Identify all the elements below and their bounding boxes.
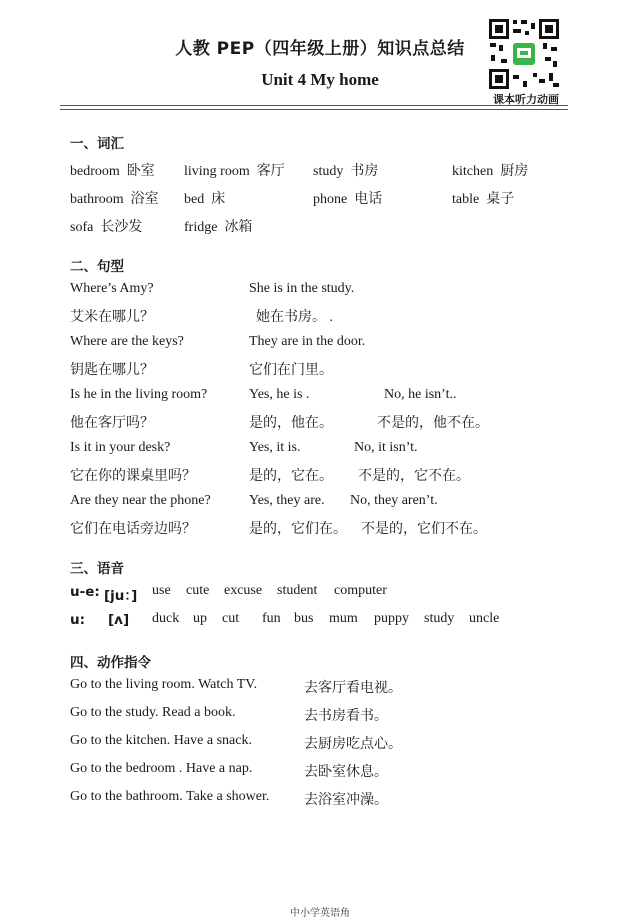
answer-zh-negative: 不是的，它们不在。 xyxy=(361,522,487,537)
vocab-item: bedroom 卧室 xyxy=(70,164,155,179)
phonics-word: mum xyxy=(329,611,358,626)
phonics-word: fun xyxy=(262,611,281,626)
phonics-symbol: [ju：] xyxy=(104,588,138,604)
phonics-label: u-e: xyxy=(70,584,100,600)
divider-line xyxy=(60,105,568,106)
phonics-label: u: xyxy=(70,612,86,628)
answer-en-negative: No, they aren’t. xyxy=(350,493,438,508)
answer-en: Yes, he is . xyxy=(249,387,310,402)
phonics-word: use xyxy=(152,583,171,598)
phonics-word: up xyxy=(193,611,207,626)
action-zh: 去厨房吃点心。 xyxy=(304,737,402,752)
unit-title: Unit 4 My home xyxy=(261,70,379,89)
vocab-item: fridge 冰箱 xyxy=(184,220,253,235)
answer-en-negative: No, it isn’t. xyxy=(354,440,418,455)
section-title-phonics: 三、语音 xyxy=(70,561,124,577)
vocab-item: bathroom 浴室 xyxy=(70,192,159,207)
vocab-item: phone 电话 xyxy=(313,192,383,207)
answer-en: She is in the study. xyxy=(249,281,355,296)
vocab-item: table 桌子 xyxy=(452,192,515,207)
answer-zh: 是的，他在。 xyxy=(249,416,333,431)
answer-zh-negative: 不是的，它不在。 xyxy=(358,469,470,484)
answer-zh: 她在书房。 . xyxy=(256,310,333,325)
phonics-word: cute xyxy=(186,583,210,598)
answer-zh-negative: 不是的，他不在。 xyxy=(377,416,489,431)
answer-zh: 是的，它们在。 xyxy=(249,522,347,537)
phonics-word: puppy xyxy=(374,611,409,626)
question-en: Is he in the living room? xyxy=(70,387,208,402)
phonics-symbol: [ʌ] xyxy=(108,612,130,628)
answer-en: Yes, it is. xyxy=(249,440,301,455)
action-en: Go to the bathroom. Take a shower. xyxy=(70,789,270,804)
footer-watermark: 中小学英语角 xyxy=(290,908,350,919)
qr-code-icon[interactable] xyxy=(487,17,561,91)
action-zh: 去浴室冲澡。 xyxy=(304,793,388,808)
phonics-word: duck xyxy=(152,611,180,626)
vocab-item: living room 客厅 xyxy=(184,164,285,179)
question-zh: 他在客厅吗？ xyxy=(70,416,154,431)
section-title-vocab: 一、词汇 xyxy=(70,136,124,152)
action-en: Go to the living room. Watch TV. xyxy=(70,677,258,692)
action-en: Go to the bedroom . Have a nap. xyxy=(70,761,253,776)
question-en: Are they near the phone? xyxy=(70,493,211,508)
action-zh: 去客厅看电视。 xyxy=(304,681,402,696)
vocab-item: sofa 长沙发 xyxy=(70,220,143,235)
action-en: Go to the study. Read a book. xyxy=(70,705,236,720)
question-zh: 艾米在哪儿？ xyxy=(70,310,154,325)
phonics-word: excuse xyxy=(224,583,263,598)
question-en: Is it in your desk? xyxy=(70,440,171,455)
answer-en-negative: No, he isn’t.. xyxy=(384,387,457,402)
vocab-item: kitchen 厨房 xyxy=(452,164,529,179)
phonics-word: study xyxy=(424,611,455,626)
vocab-item: study 书房 xyxy=(313,164,379,179)
phonics-word: computer xyxy=(334,583,387,598)
qr-caption: 课本听力动画 xyxy=(493,93,559,106)
action-zh: 去书房看书。 xyxy=(304,709,388,724)
phonics-word: student xyxy=(277,583,318,598)
divider-line xyxy=(60,109,568,110)
question-zh: 它们在电话旁边吗？ xyxy=(70,522,196,537)
answer-zh: 它们在门里。 xyxy=(249,363,333,378)
answer-en: Yes, they are. xyxy=(249,493,325,508)
phonics-word: cut xyxy=(222,611,240,626)
question-zh: 钥匙在哪儿？ xyxy=(70,363,154,378)
phonics-word: uncle xyxy=(469,611,500,626)
question-en: Where are the keys? xyxy=(70,334,184,349)
phonics-word: bus xyxy=(294,611,314,626)
section-title-actions: 四、动作指令 xyxy=(70,655,151,671)
answer-en: They are in the door. xyxy=(249,334,366,349)
vocab-item: bed 床 xyxy=(184,192,226,207)
question-zh: 它在你的课桌里吗？ xyxy=(70,469,196,484)
question-en: Where’s Amy? xyxy=(70,281,154,296)
action-en: Go to the kitchen. Have a snack. xyxy=(70,733,252,748)
answer-zh: 是的，它在。 xyxy=(249,469,333,484)
action-zh: 去卧室休息。 xyxy=(304,765,388,780)
page-title: 人教 PEP（四年级上册）知识点总结 xyxy=(175,39,465,59)
section-title-sentences: 二、句型 xyxy=(70,259,124,275)
